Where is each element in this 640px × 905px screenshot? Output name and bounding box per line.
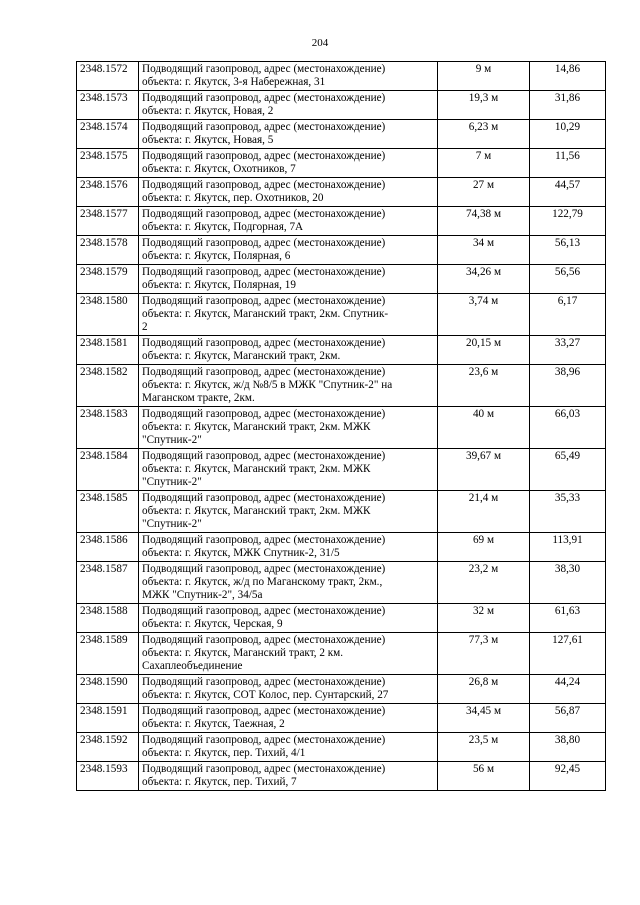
- length-cell: 23,5 м: [438, 733, 530, 762]
- length-cell: 77,3 м: [438, 633, 530, 675]
- length-cell: 69 м: [438, 533, 530, 562]
- table-row: [77, 62, 606, 91]
- value-cell: 11,56: [530, 149, 606, 178]
- table-row: [77, 762, 606, 791]
- length-cell: 27 м: [438, 178, 530, 207]
- object-description-cell: [139, 236, 438, 265]
- object-description-cell: [139, 633, 438, 675]
- value-cell: 6,17: [530, 294, 606, 336]
- table-row: [77, 265, 606, 294]
- description-line: объекта: г. Якутск, Охотников, 7: [142, 163, 296, 175]
- row-id-cell: 2348.1587: [77, 562, 139, 604]
- value-cell: 14,86: [530, 62, 606, 91]
- value-cell: 122,79: [530, 207, 606, 236]
- description-line: объекта: г. Якутск, 3-я Набережная, 31: [142, 76, 326, 88]
- value-cell: 127,61: [530, 633, 606, 675]
- description-line: "Спутник-2": [142, 476, 202, 488]
- description-line: Подводящий газопровод, адрес (местонахождение): [142, 534, 386, 546]
- value-cell: 31,86: [530, 91, 606, 120]
- table-row: [77, 604, 606, 633]
- table-row: [77, 236, 606, 265]
- table-row: [77, 407, 606, 449]
- table-row: [77, 336, 606, 365]
- length-cell: 34,26 м: [438, 265, 530, 294]
- length-cell: 40 м: [438, 407, 530, 449]
- description-line: Подводящий газопровод, адрес (местонахождение): [142, 337, 386, 349]
- description-line: объекта: г. Якутск, Маганский тракт, 2км. МЖК: [142, 421, 371, 433]
- row-id-cell: 2348.1592: [77, 733, 139, 762]
- description-line: Подводящий газопровод, адрес (местонахождение): [142, 563, 386, 575]
- object-description-cell: [139, 62, 438, 91]
- value-cell: 56,56: [530, 265, 606, 294]
- object-description-cell: [139, 562, 438, 604]
- object-description-cell: [139, 149, 438, 178]
- description-line: Подводящий газопровод, адрес (местонахождение): [142, 366, 386, 378]
- length-cell: 21,4 м: [438, 491, 530, 533]
- row-id-cell: 2348.1574: [77, 120, 139, 149]
- row-id-cell: 2348.1579: [77, 265, 139, 294]
- length-cell: 26,8 м: [438, 675, 530, 704]
- object-description-cell: [139, 704, 438, 733]
- length-cell: 39,67 м: [438, 449, 530, 491]
- row-id-cell: 2348.1586: [77, 533, 139, 562]
- value-cell: 66,03: [530, 407, 606, 449]
- row-id-cell: 2348.1591: [77, 704, 139, 733]
- value-cell: 56,87: [530, 704, 606, 733]
- table-row: [77, 449, 606, 491]
- row-id-cell: 2348.1577: [77, 207, 139, 236]
- value-cell: 113,91: [530, 533, 606, 562]
- description-line: объекта: г. Якутск, Полярная, 19: [142, 279, 296, 291]
- object-description-cell: [139, 407, 438, 449]
- length-cell: 32 м: [438, 604, 530, 633]
- value-cell: 38,30: [530, 562, 606, 604]
- value-cell: 38,96: [530, 365, 606, 407]
- description-line: объекта: г. Якутск, МЖК Спутник-2, 31/5: [142, 547, 340, 559]
- registry-table: [76, 61, 606, 791]
- value-cell: 35,33: [530, 491, 606, 533]
- object-description-cell: [139, 265, 438, 294]
- description-line: Подводящий газопровод, адрес (местонахождение): [142, 295, 386, 307]
- description-line: Подводящий газопровод, адрес (местонахождение): [142, 92, 386, 104]
- value-cell: 44,24: [530, 675, 606, 704]
- row-id-cell: 2348.1580: [77, 294, 139, 336]
- description-line: объекта: г. Якутск, СОТ Колос, пер. Сунтарский, 27: [142, 689, 389, 701]
- description-line: Подводящий газопровод, адрес (местонахождение): [142, 63, 386, 75]
- row-id-cell: 2348.1588: [77, 604, 139, 633]
- description-line: Подводящий газопровод, адрес (местонахождение): [142, 150, 386, 162]
- description-line: Подводящий газопровод, адрес (местонахождение): [142, 450, 386, 462]
- table-row: [77, 675, 606, 704]
- table-row: [77, 207, 606, 236]
- description-line: объекта: г. Якутск, Таежная, 2: [142, 718, 285, 730]
- description-line: Маганском тракте, 2км.: [142, 392, 255, 404]
- object-description-cell: [139, 294, 438, 336]
- length-cell: 23,2 м: [438, 562, 530, 604]
- description-line: объекта: г. Якутск, Черская, 9: [142, 618, 283, 630]
- table-row: [77, 704, 606, 733]
- length-cell: 23,6 м: [438, 365, 530, 407]
- description-line: объекта: г. Якутск, пер. Охотников, 20: [142, 192, 324, 204]
- length-cell: 19,3 м: [438, 91, 530, 120]
- row-id-cell: 2348.1583: [77, 407, 139, 449]
- value-cell: 44,57: [530, 178, 606, 207]
- description-line: объекта: г. Якутск, Полярная, 6: [142, 250, 291, 262]
- description-line: "Спутник-2": [142, 434, 202, 446]
- object-description-cell: [139, 178, 438, 207]
- length-cell: 3,74 м: [438, 294, 530, 336]
- row-id-cell: 2348.1589: [77, 633, 139, 675]
- page-number: 204: [311, 37, 329, 49]
- length-cell: 20,15 м: [438, 336, 530, 365]
- length-cell: 74,38 м: [438, 207, 530, 236]
- registry-table-body: [77, 62, 606, 791]
- table-row: [77, 491, 606, 533]
- table-row: [77, 633, 606, 675]
- length-cell: 7 м: [438, 149, 530, 178]
- value-cell: 56,13: [530, 236, 606, 265]
- table-row: [77, 149, 606, 178]
- row-id-cell: 2348.1581: [77, 336, 139, 365]
- table-row: [77, 120, 606, 149]
- row-id-cell: 2348.1582: [77, 365, 139, 407]
- row-id-cell: 2348.1572: [77, 62, 139, 91]
- value-cell: 38,80: [530, 733, 606, 762]
- description-line: Подводящий газопровод, адрес (местонахождение): [142, 179, 386, 191]
- description-line: объекта: г. Якутск, Новая, 5: [142, 134, 274, 146]
- object-description-cell: [139, 533, 438, 562]
- description-line: Подводящий газопровод, адрес (местонахождение): [142, 408, 386, 420]
- table-row: [77, 365, 606, 407]
- table-row: [77, 533, 606, 562]
- row-id-cell: 2348.1575: [77, 149, 139, 178]
- description-line: 2: [142, 321, 148, 333]
- description-line: объекта: г. Якутск, пер. Тихий, 7: [142, 776, 297, 788]
- description-line: Подводящий газопровод, адрес (местонахождение): [142, 634, 386, 646]
- value-cell: 10,29: [530, 120, 606, 149]
- length-cell: 34,45 м: [438, 704, 530, 733]
- description-line: Подводящий газопровод, адрес (местонахождение): [142, 121, 386, 133]
- value-cell: 92,45: [530, 762, 606, 791]
- description-line: объекта: г. Якутск, Маганский тракт, 2км.: [142, 350, 341, 362]
- object-description-cell: [139, 604, 438, 633]
- description-line: объекта: г. Якутск, Маганский тракт, 2км. Спутник-: [142, 308, 389, 320]
- value-cell: 65,49: [530, 449, 606, 491]
- object-description-cell: [139, 120, 438, 149]
- row-id-cell: 2348.1578: [77, 236, 139, 265]
- description-line: Подводящий газопровод, адрес (местонахождение): [142, 676, 386, 688]
- description-line: объекта: г. Якутск, Маганский тракт, 2 км.: [142, 647, 344, 659]
- table-row: [77, 91, 606, 120]
- description-line: Подводящий газопровод, адрес (местонахождение): [142, 705, 386, 717]
- object-description-cell: [139, 762, 438, 791]
- description-line: Подводящий газопровод, адрес (местонахождение): [142, 492, 386, 504]
- description-line: объекта: г. Якутск, ж/д по Маганскому тракт, 2км.,: [142, 576, 383, 588]
- description-line: объекта: г. Якутск, Подгорная, 7А: [142, 221, 304, 233]
- description-line: объекта: г. Якутск, ж/д №8/5 в МЖК "Спутник-2" на: [142, 379, 393, 391]
- object-description-cell: [139, 733, 438, 762]
- object-description-cell: [139, 91, 438, 120]
- value-cell: 61,63: [530, 604, 606, 633]
- description-line: объекта: г. Якутск, пер. Тихий, 4/1: [142, 747, 306, 759]
- table-row: [77, 733, 606, 762]
- description-line: Подводящий газопровод, адрес (местонахождение): [142, 237, 386, 249]
- length-cell: 56 м: [438, 762, 530, 791]
- description-line: "Спутник-2": [142, 518, 202, 530]
- table-row: [77, 562, 606, 604]
- description-line: объекта: г. Якутск, Новая, 2: [142, 105, 274, 117]
- description-line: Подводящий газопровод, адрес (местонахождение): [142, 763, 386, 775]
- description-line: Подводящий газопровод, адрес (местонахождение): [142, 208, 386, 220]
- object-description-cell: [139, 449, 438, 491]
- row-id-cell: 2348.1593: [77, 762, 139, 791]
- object-description-cell: [139, 365, 438, 407]
- table-row: [77, 178, 606, 207]
- row-id-cell: 2348.1585: [77, 491, 139, 533]
- length-cell: 34 м: [438, 236, 530, 265]
- object-description-cell: [139, 207, 438, 236]
- row-id-cell: 2348.1576: [77, 178, 139, 207]
- description-line: Подводящий газопровод, адрес (местонахождение): [142, 605, 386, 617]
- row-id-cell: 2348.1573: [77, 91, 139, 120]
- description-line: Сахаплеобъединение: [142, 660, 243, 672]
- object-description-cell: [139, 336, 438, 365]
- length-cell: 9 м: [438, 62, 530, 91]
- length-cell: 6,23 м: [438, 120, 530, 149]
- value-cell: 33,27: [530, 336, 606, 365]
- object-description-cell: [139, 491, 438, 533]
- description-line: Подводящий газопровод, адрес (местонахождение): [142, 734, 386, 746]
- description-line: объекта: г. Якутск, Маганский тракт, 2км. МЖК: [142, 505, 371, 517]
- description-line: МЖК "Спутник-2", 34/5а: [142, 589, 263, 601]
- description-line: объекта: г. Якутск, Маганский тракт, 2км. МЖК: [142, 463, 371, 475]
- table-row: [77, 294, 606, 336]
- row-id-cell: 2348.1584: [77, 449, 139, 491]
- object-description-cell: [139, 675, 438, 704]
- description-line: Подводящий газопровод, адрес (местонахождение): [142, 266, 386, 278]
- row-id-cell: 2348.1590: [77, 675, 139, 704]
